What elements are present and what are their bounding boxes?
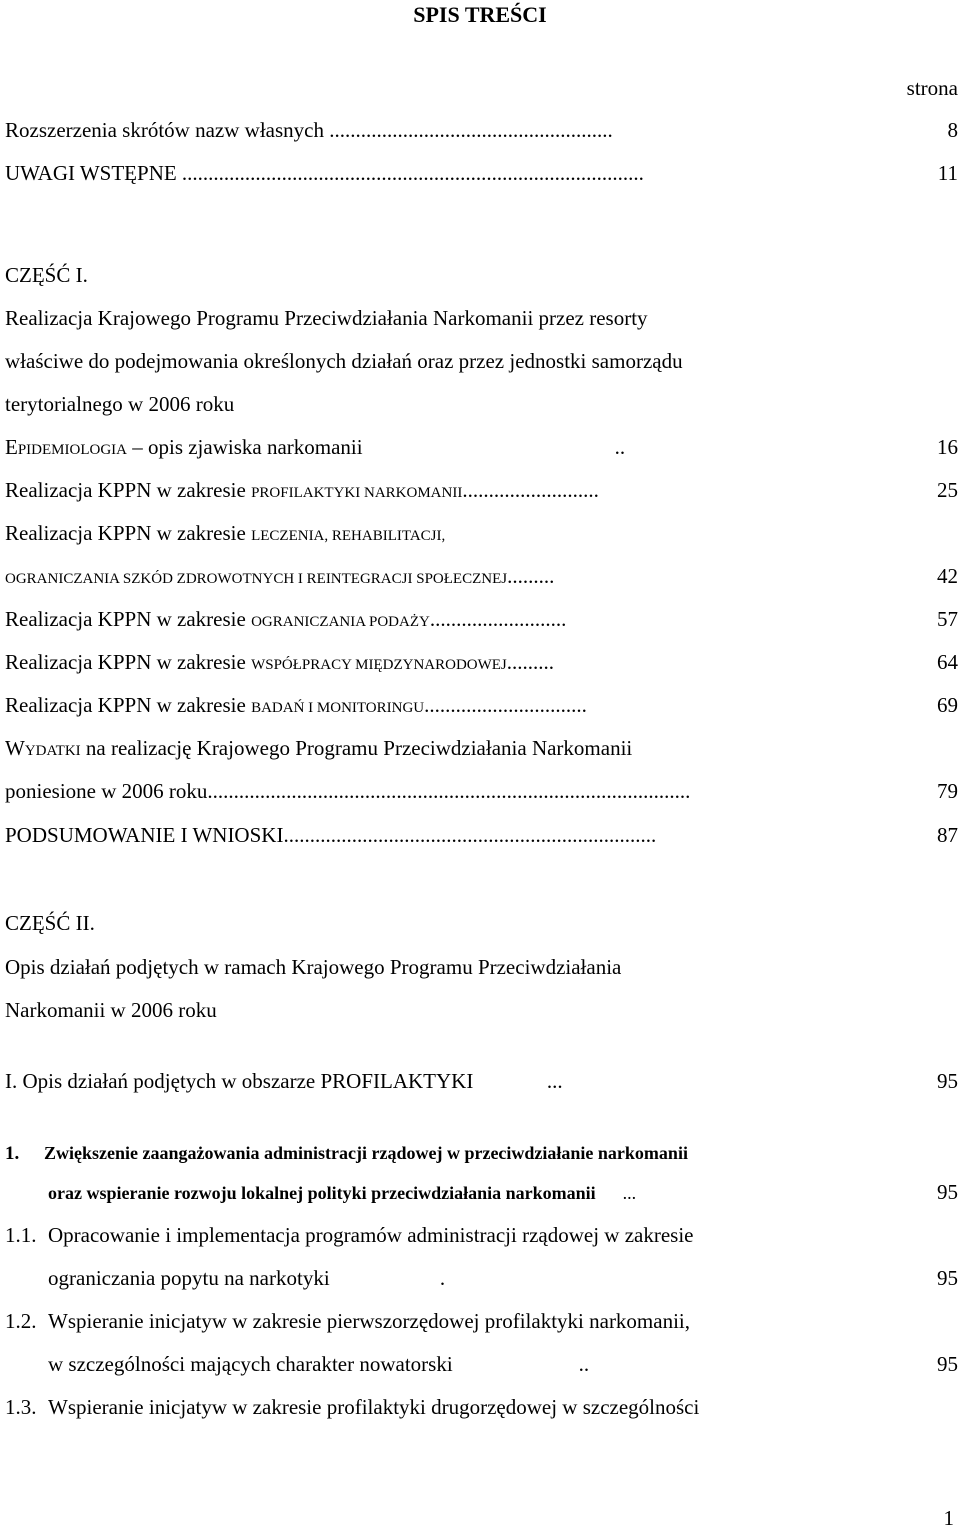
toc-entry-epidemiology (5, 437, 625, 458)
toc-leader: ... (595, 1183, 655, 1203)
toc-entry-abbreviations (5, 120, 613, 141)
toc-entry-text: oraz wspieranie rozwoju lokalnej polityki przeciwdziałania narkomanii (48, 1183, 596, 1203)
toc-item-number: 1.2. (5, 1309, 37, 1333)
part1-heading-line: właściwe do podejmowania określonych działań oraz przez jednostki samorządu (5, 349, 683, 373)
part2-label: CZĘŚĆ II. (5, 911, 95, 935)
toc-page-number: 11 (937, 161, 958, 185)
toc-item-text-line2 (48, 1184, 654, 1202)
part1-heading-line: terytorialnego w 2006 roku (5, 392, 235, 416)
toc-entry-research (5, 695, 587, 716)
toc-entry-text: Realizacja KPPN w zakresie (5, 650, 252, 674)
toc-item-text: Zwiększenie zaangażowania administracji rządowej w przeciwdziałanie narkomanii (44, 1143, 688, 1163)
toc-entry-text: Rozszerzenia skrótów nazw własnych ...................................................... (5, 118, 613, 142)
toc-item-text-line2 (48, 1354, 589, 1375)
toc-leader: ... (473, 1069, 563, 1093)
toc-leader: .......................... (462, 478, 599, 502)
smallcaps-text: WSPÓŁPRACY MIĘDZYNARODOWEJ (251, 657, 507, 673)
toc-entry-text: ograniczania popytu na narkotyki (48, 1266, 330, 1290)
smallcaps-text: OGRANICZANIA SZKÓD ZDROWOTNYCH I REINTEGRACJI SPOŁECZNEJ (5, 571, 508, 587)
page-column-header: strona (906, 76, 958, 100)
toc-entry-treatment-line1 (5, 523, 445, 544)
toc-item-text: Opracowanie i implementacja programów administracji rządowej w zakresie (48, 1223, 694, 1247)
toc-leader: ............................................................................................ (207, 779, 691, 803)
toc-entry-text: Realizacja KPPN w zakresie (5, 693, 252, 717)
toc-entry-text: Realizacja KPPN w zakresie (5, 521, 252, 545)
toc-page-number: 25 (937, 478, 958, 502)
toc-leader: .......................... (429, 607, 567, 631)
part1-heading-line: Realizacja Krajowego Programu Przeciwdziałania Narkomanii przez resorty (5, 306, 648, 330)
toc-page-number: 95 (937, 1266, 958, 1290)
toc-leader: ......... (507, 564, 555, 588)
toc-entry-prevention (5, 480, 599, 501)
toc-entry-text: Realizacja KPPN w zakresie (5, 607, 252, 631)
toc-item-text-line2 (48, 1268, 513, 1289)
toc-entry-cooperation (5, 652, 554, 673)
toc-item-number: 1.1. (5, 1223, 37, 1247)
part2-heading-line: Narkomanii w 2006 roku (5, 998, 217, 1022)
toc-item-number: 1.3. (5, 1395, 37, 1419)
smallcaps-text: BADAŃ I MONITORINGU (251, 700, 425, 716)
toc-entry-text: poniesione w 2006 roku (5, 779, 208, 803)
page-title: SPIS TREŚCI (413, 2, 547, 27)
toc-leader: ....................................................................... (283, 823, 657, 847)
page-number: 1 (943, 1506, 954, 1530)
toc-entry-text: w szczególności mających charakter nowatorski (48, 1352, 453, 1376)
toc-page-number: 95 (937, 1180, 958, 1204)
toc-page-number: 79 (937, 779, 958, 803)
toc-page-number: 69 (937, 693, 958, 717)
toc-leader: .. (452, 1352, 590, 1376)
toc-page-number: 16 (937, 435, 958, 459)
toc-item-text: Wspieranie inicjatyw w zakresie pierwszorzędowej profilaktyki narkomanii, (48, 1309, 691, 1333)
toc-entry-text: I. Opis działań podjętych w obszarze PROFILAKTYKI (5, 1069, 474, 1093)
smallcaps-rest: YDATKI (24, 743, 81, 759)
smallcaps-initial: E (5, 435, 18, 459)
toc-leader: ......... (506, 650, 555, 674)
toc-page-number: 64 (937, 650, 958, 674)
smallcaps-text: PROFILAKTYKI NARKOMANII (251, 485, 463, 501)
toc-page-number: 95 (937, 1352, 958, 1376)
part2-heading-line: Opis działań podjętych w ramach Krajowego Programu Przeciwdziałania (5, 955, 622, 979)
toc-entry-text: – opis zjawiska narkomanii (126, 435, 363, 459)
toc-entry-supply (5, 609, 566, 630)
toc-page-number: 57 (937, 607, 958, 631)
toc-entry-treatment-line2 (5, 566, 554, 587)
toc-entry-expenditures-line2 (5, 781, 690, 802)
smallcaps-text: OGRANICZANIA PODAŻY (251, 614, 430, 630)
toc-leader: . (329, 1266, 514, 1290)
toc-entry-text: PODSUMOWANIE I WNIOSKI (5, 823, 284, 847)
toc-entry-text: na realizację Krajowego Programu Przeciwdziałania Narkomanii (80, 736, 633, 760)
toc-entry-text: Realizacja KPPN w zakresie (5, 478, 252, 502)
toc-page-number: 8 (947, 118, 958, 142)
part1-label: CZĘŚĆ I. (5, 263, 88, 287)
toc-entry-expenditures-line1 (5, 738, 632, 759)
toc-entry-section-prevention (5, 1071, 563, 1092)
toc-entry-introduction (5, 163, 644, 184)
toc-entry-summary (5, 825, 656, 846)
smallcaps-rest: PIDEMIOLOGIA (17, 442, 127, 458)
smallcaps-initial: W (5, 736, 25, 760)
toc-entry-text: UWAGI WSTĘPNE ........................................................................................ (5, 161, 644, 185)
toc-leader: .. (362, 435, 626, 459)
toc-page-number: 42 (937, 564, 958, 588)
toc-page-number: 95 (937, 1069, 958, 1093)
toc-item-number: 1. (5, 1143, 20, 1164)
toc-leader: ............................... (424, 693, 587, 717)
toc-item-text: Wspieranie inicjatyw w zakresie profilaktyki drugorzędowej w szczególności (48, 1395, 700, 1419)
toc-page-number: 87 (937, 823, 958, 847)
smallcaps-text: LECZENIA, REHABILITACJI, (251, 528, 446, 544)
